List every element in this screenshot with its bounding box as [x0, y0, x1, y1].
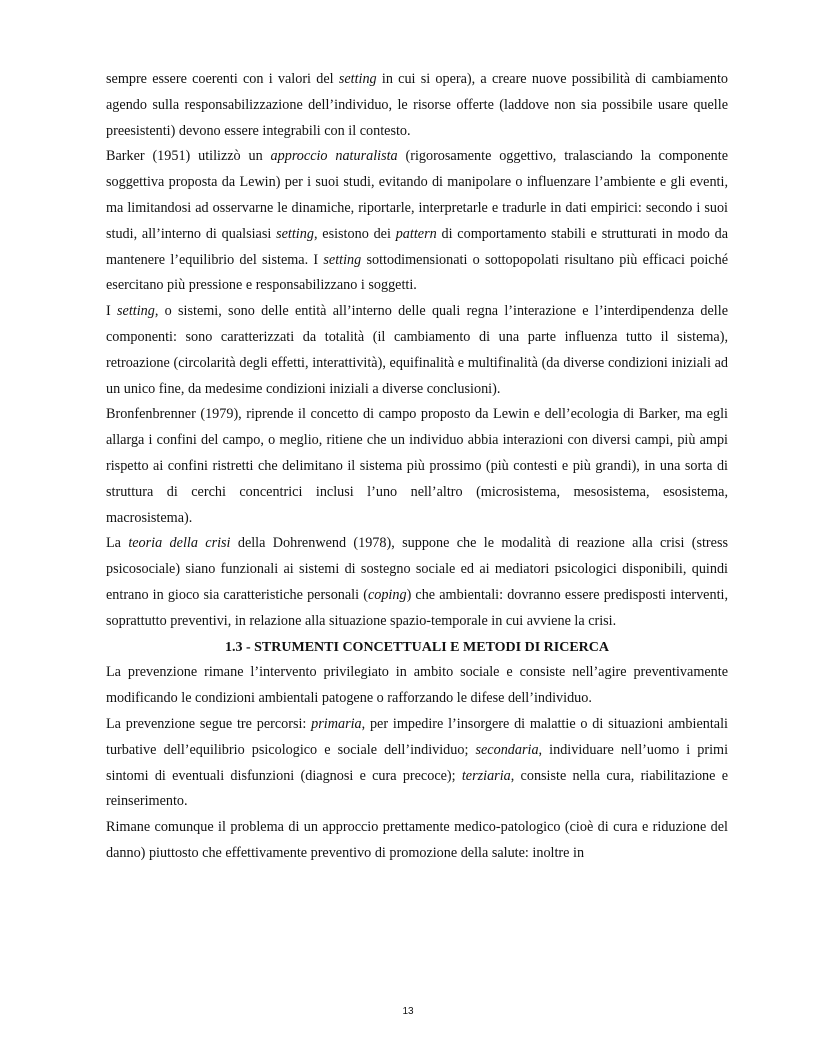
paragraph	[106, 531, 728, 634]
text-run: La	[106, 535, 129, 552]
text-run: , per impedire l’insorgere di malattie o di situazioni ambientali turbative dell’equilibrio psicologico e sociale dell’individuo;	[106, 715, 728, 758]
text-run: , consiste nella cura, riabilitazione e reinserimento.	[106, 767, 728, 810]
text-run: Barker (1951) utilizzò un	[106, 148, 271, 165]
text-run: in cui si opera), a creare nuove possibilità di cambiamento agendo sulla responsabilizzazione dell’individuo, le risorse offerte (laddove non sia possibile usare quelle preesistenti) devono essere integrabili con il contesto.	[106, 71, 728, 139]
paragraphs-before-heading	[106, 67, 728, 635]
paragraph	[106, 144, 728, 299]
italic-term: setting	[117, 303, 155, 320]
text-run: La prevenzione rimane l’intervento privilegiato in ambito sociale e consiste nell’agire preventivamente modificando le condizioni ambientali patogene o rafforzando le difese dell’individuo.	[106, 664, 728, 707]
text-run: , individuare nell’uomo i primi sintomi di eventuali disfunzioni (diagnosi e cura precoce);	[106, 741, 729, 784]
italic-term: setting	[323, 251, 362, 268]
text-run: , o sistemi, sono delle entità all’interno delle quali regna l’interazione e l’interdipendenza delle componenti: sono caratterizzati da totalità (il cambiamento di una parte influenza tutto il sistema), retroazione (circolarità degli effetti, interattività), equifinalità e multifinalità (da diverse condizioni iniziali ad un unico fine, da medesime condizioni iniziali a diverse conclusioni).	[106, 303, 728, 397]
paragraph	[106, 299, 728, 402]
text-run: sempre essere coerenti con i valori del	[106, 71, 339, 87]
text-run: I	[106, 303, 117, 320]
text-run: sottodimensionati o sottopopolati risultano più efficaci poiché esercitano più pressione e responsabilizzano i soggetti.	[106, 251, 728, 294]
italic-term: terziaria	[461, 767, 511, 784]
paragraph	[106, 67, 728, 144]
italic-term: setting	[338, 71, 377, 87]
paragraph	[106, 712, 728, 815]
italic-term: primaria	[311, 715, 362, 732]
italic-term: secondaria	[475, 741, 539, 758]
italic-term: coping	[367, 586, 407, 603]
text-run: di comportamento stabili e strutturati in modo da mantenere l’equilibrio del sistema. I	[106, 225, 728, 268]
text-run: Rimane comunque il problema di un approccio prettamente medico-patologico (cioè di cura e riduzione del danno) piuttosto che effettivamente preventivo di promozione della salute: inoltre in	[106, 819, 728, 861]
page-body	[106, 67, 728, 867]
text-run: Bronfenbrenner (1979), riprende il concetto di campo proposto da Lewin e dell’ecologia di Barker, ma egli allarga i confini del campo, o meglio, ritiene che un individuo abbia interazioni con diversi campi, più ampi rispetto ai confini ristretti che delimitano il sistema più prossimo (più contesti e più grandi), in una sorta di struttura di cerchi concentrici inclusi l’uno nell’altro (microsistema, mesosistema, esosistema, macrosistema).	[106, 406, 728, 526]
page-number: 13	[402, 1006, 414, 1017]
italic-term: pattern	[395, 225, 437, 242]
italic-term: approccio naturalista	[270, 148, 398, 165]
paragraphs-after-heading	[106, 660, 728, 866]
paragraph	[106, 815, 728, 867]
text-run: (rigorosamente oggettivo, tralasciando la componente soggettiva proposta da Lewin) per i suoi studi, evitando di manipolare o influenzare l’ambiente e gli eventi, ma limitandosi ad osservarne le dinamiche, riportarle, interpretarle e tradurle in dati empirici: secondo i suoi studi, all’interno di qualsiasi	[106, 148, 728, 242]
text-run: La prevenzione segue tre percorsi:	[106, 715, 312, 732]
paragraph	[106, 402, 728, 531]
text-run: ) che ambientali: dovranno essere predisposti interventi, soprattutto preventivi, in relazione alla situazione spazio-temporale in cui avviene la crisi.	[106, 586, 728, 629]
text-run: della Dohrenwend (1978), suppone che le modalità di reazione alla crisi (stress psicosociale) siano funzionali ai sistemi di sostegno sociale ed ai mediatori psicologici disponibili, quindi entrano in gioco sia caratteristiche personali (	[106, 535, 728, 603]
italic-term: setting	[276, 225, 314, 242]
section-heading: 1.3 - STRUMENTI CONCETTUALI E METODI DI RICERCA	[224, 639, 609, 655]
text-run: , esistono dei	[313, 225, 396, 242]
paragraph	[106, 660, 728, 712]
italic-term: teoria della crisi	[128, 535, 231, 552]
